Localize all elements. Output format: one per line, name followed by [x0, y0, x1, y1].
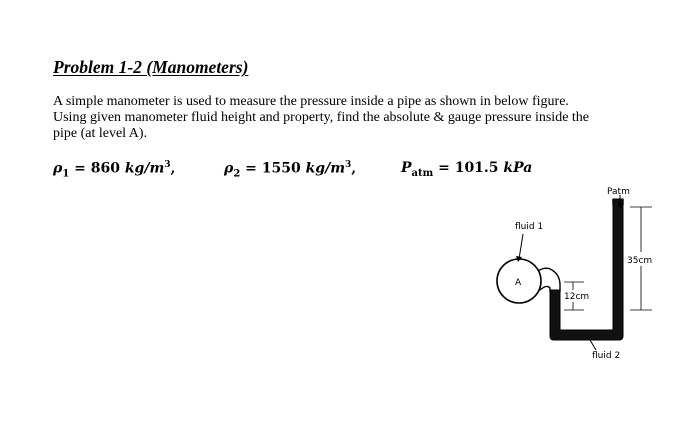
- patm-symbol: P: [401, 160, 412, 176]
- dim-35-label: 35cm: [627, 256, 653, 266]
- fluid2-column: [550, 199, 623, 340]
- fluid2-arrow: [590, 340, 596, 350]
- rho1-subscript: 1: [62, 168, 70, 180]
- fluid1-label: fluid 1: [515, 222, 544, 232]
- point-a-label: A: [515, 278, 522, 288]
- tube-inner-wall: [540, 286, 550, 292]
- rho1-unit: kg/m: [124, 160, 165, 177]
- fluid2-label: fluid 2: [592, 351, 621, 361]
- rho1-symbol: ρ: [53, 160, 63, 177]
- description-line: pipe (at level A).: [53, 126, 148, 141]
- rho2-unit: kg/m: [305, 160, 346, 177]
- rho1-power: 3: [164, 160, 171, 170]
- problem-title: Problem 1-2 (Manometers): [53, 57, 249, 77]
- patm-label: Patm: [607, 187, 630, 197]
- rho1-tail: ,: [170, 160, 176, 177]
- fluid1-arrow: [519, 234, 523, 259]
- rho2-symbol: ρ: [224, 160, 234, 177]
- dim-12-label: 12cm: [564, 292, 590, 302]
- rho2-subscript: 2: [233, 168, 241, 180]
- description-line: Using given manometer fluid height and property, find the absolute & gauge pressure inside the: [53, 110, 590, 125]
- patm-unit: kPa: [503, 160, 533, 176]
- rho2-value: = 1550: [240, 160, 306, 177]
- patm-value: = 101.5: [433, 160, 504, 176]
- description-line: A simple manometer is used to measure the pressure inside a pipe as shown in below figure.: [53, 94, 569, 109]
- patm-subscript: atm: [411, 167, 434, 179]
- rho2-power: 3: [345, 160, 352, 170]
- rho2-tail: ,: [351, 160, 357, 177]
- rho1-value: = 860: [69, 160, 125, 177]
